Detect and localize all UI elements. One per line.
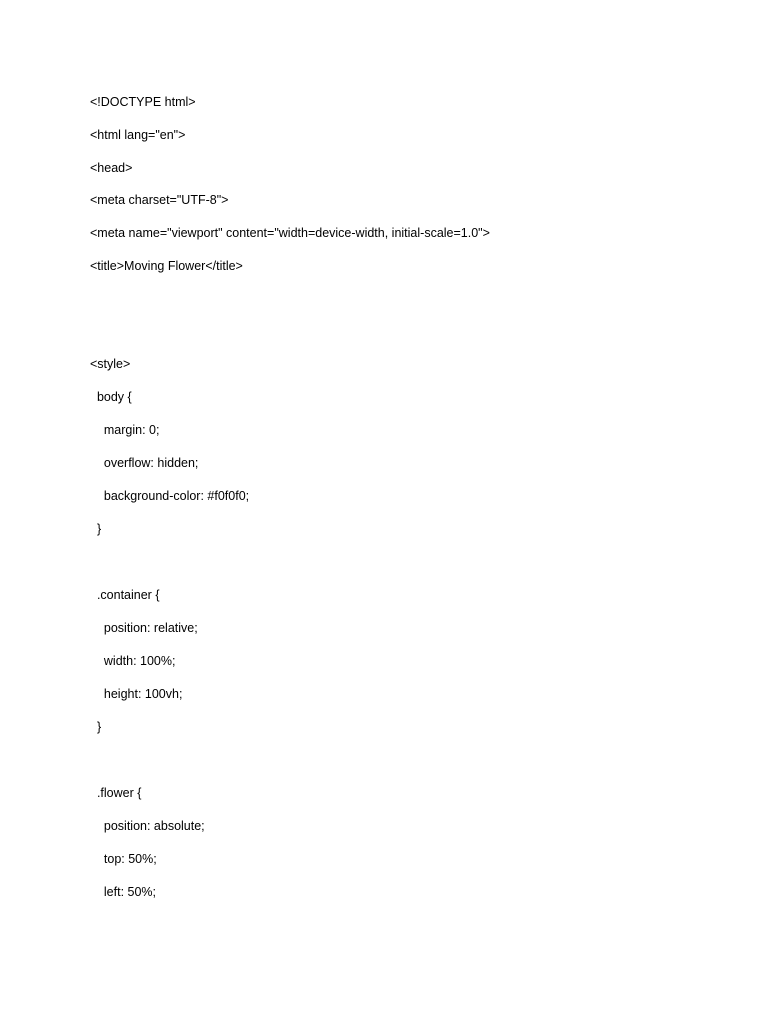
code-line: height: 100vh; [90,687,183,701]
code-line: <meta charset="UTF-8"> [90,193,229,207]
code-line: width: 100%; [90,654,176,668]
code-line: margin: 0; [90,423,160,437]
code-line: left: 50%; [90,885,157,899]
code-line: position: absolute; [90,819,205,833]
code-line: overflow: hidden; [90,456,199,470]
code-line: position: relative; [90,621,198,635]
code-line: <!DOCTYPE html> [90,95,196,109]
code-line: <meta name="viewport" content="width=device-width, initial-scale=1.0"> [90,226,490,240]
code-line: <head> [90,161,133,175]
code-line: background-color: #f0f0f0; [90,489,250,503]
code-line: top: 50%; [90,852,157,866]
code-line: <html lang="en"> [90,128,186,142]
code-line: <title>Moving Flower</title> [90,259,243,273]
code-line: body { [90,390,132,404]
code-line: .flower { [90,786,142,800]
code-line: .container { [90,588,160,602]
code-line: } [90,522,102,536]
code-line: } [90,720,102,734]
code-line: <style> [90,357,131,371]
